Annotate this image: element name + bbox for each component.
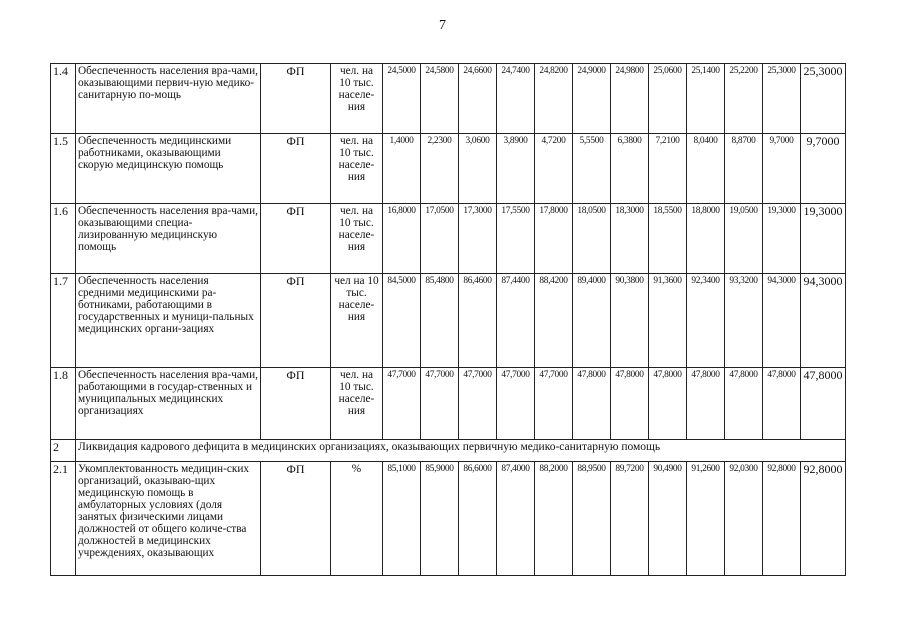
indicator-value: 24,7400	[497, 64, 535, 134]
section-row	[51, 440, 846, 462]
indicator-unit: чел. на 10 тыс. населе-ния	[331, 64, 383, 134]
table-row	[51, 64, 846, 134]
indicator-source: ФП	[261, 462, 331, 576]
row-number: 1.4	[51, 64, 76, 134]
indicator-value: 24,5800	[421, 64, 459, 134]
row-number: 1.7	[51, 274, 76, 368]
indicator-value: 85,4800	[421, 274, 459, 368]
indicator-value: 84,5000	[383, 274, 421, 368]
indicator-value: 93,3200	[725, 274, 763, 368]
indicator-final-value: 92,8000	[801, 462, 846, 576]
indicator-value: 18,8000	[687, 204, 725, 274]
indicator-value: 1,4000	[383, 134, 421, 204]
indicator-value: 85,1000	[383, 462, 421, 576]
table-row	[51, 462, 846, 576]
indicator-value: 47,7000	[383, 368, 421, 440]
indicator-unit: чел. на 10 тыс. населе-ния	[331, 134, 383, 204]
indicator-value: 24,8200	[535, 64, 573, 134]
indicator-value: 24,6600	[459, 64, 497, 134]
indicator-unit: чел. на 10 тыс. населе-ния	[331, 368, 383, 440]
indicator-value: 88,9500	[573, 462, 611, 576]
indicator-value: 17,5500	[497, 204, 535, 274]
indicator-value: 25,2200	[725, 64, 763, 134]
indicator-value: 17,3000	[459, 204, 497, 274]
indicator-value: 47,7000	[497, 368, 535, 440]
indicator-source: ФП	[261, 274, 331, 368]
indicator-value: 88,2000	[535, 462, 573, 576]
indicator-value: 2,2300	[421, 134, 459, 204]
indicator-value: 47,8000	[611, 368, 649, 440]
row-number: 1.8	[51, 368, 76, 440]
indicator-value: 47,7000	[421, 368, 459, 440]
indicator-name: Обеспеченность населения вра-чами, оказывающими первич-ную медико-санитарную по-мощь	[76, 64, 261, 134]
indicator-value: 4,7200	[535, 134, 573, 204]
indicator-name: Обеспеченность медицинскими работниками, оказывающими скорую медицинскую помощь	[76, 134, 261, 204]
table-row	[51, 204, 846, 274]
indicator-value: 17,8000	[535, 204, 573, 274]
indicator-final-value: 19,3000	[801, 204, 846, 274]
indicator-final-value: 47,8000	[801, 368, 846, 440]
indicator-value: 8,8700	[725, 134, 763, 204]
indicator-source: ФП	[261, 368, 331, 440]
indicator-value: 91,2600	[687, 462, 725, 576]
indicator-value: 85,9000	[421, 462, 459, 576]
indicator-value: 89,7200	[611, 462, 649, 576]
indicator-value: 87,4000	[497, 462, 535, 576]
indicator-name: Обеспеченность населения средними медицинскими ра-ботниками, работающими в государственных и муници-пальных медицинских органи-зациях	[76, 274, 261, 368]
indicator-value: 90,3800	[611, 274, 649, 368]
page-number: 7	[439, 18, 446, 33]
indicator-value: 3,0600	[459, 134, 497, 204]
indicator-value: 3,8900	[497, 134, 535, 204]
indicator-name: Обеспеченность населения вра-чами, оказывающими специа-лизированную медицинскую помощь	[76, 204, 261, 274]
indicators-table	[50, 63, 846, 576]
indicator-source: ФП	[261, 64, 331, 134]
indicator-final-value: 94,3000	[801, 274, 846, 368]
indicator-value: 17,0500	[421, 204, 459, 274]
indicator-value: 25,1400	[687, 64, 725, 134]
indicator-unit: чел. на 10 тыс. населе-ния	[331, 204, 383, 274]
indicator-value: 25,3000	[763, 64, 801, 134]
indicator-value: 7,2100	[649, 134, 687, 204]
indicator-value: 18,5500	[649, 204, 687, 274]
table-row	[51, 134, 846, 204]
indicator-value: 24,5000	[383, 64, 421, 134]
indicator-value: 87,4400	[497, 274, 535, 368]
indicator-value: 19,0500	[725, 204, 763, 274]
indicator-value: 92,0300	[725, 462, 763, 576]
indicator-value: 5,5500	[573, 134, 611, 204]
indicator-value: 47,8000	[763, 368, 801, 440]
indicator-value: 9,7000	[763, 134, 801, 204]
indicator-value: 92,8000	[763, 462, 801, 576]
table-row	[51, 274, 846, 368]
indicator-value: 18,3000	[611, 204, 649, 274]
indicator-value: 6,3800	[611, 134, 649, 204]
indicator-value: 90,4900	[649, 462, 687, 576]
indicator-source: ФП	[261, 134, 331, 204]
indicator-value: 47,7000	[535, 368, 573, 440]
indicator-value: 47,8000	[573, 368, 611, 440]
indicator-value: 86,6000	[459, 462, 497, 576]
indicator-value: 24,9800	[611, 64, 649, 134]
indicator-value: 47,8000	[649, 368, 687, 440]
indicator-final-value: 9,7000	[801, 134, 846, 204]
row-number: 1.6	[51, 204, 76, 274]
indicator-unit: %	[331, 462, 383, 576]
indicator-value: 16,8000	[383, 204, 421, 274]
indicator-final-value: 25,3000	[801, 64, 846, 134]
indicator-value: 88,4200	[535, 274, 573, 368]
indicator-value: 89,4000	[573, 274, 611, 368]
table-row	[51, 368, 846, 440]
indicator-value: 47,8000	[687, 368, 725, 440]
indicator-value: 47,7000	[459, 368, 497, 440]
row-number: 1.5	[51, 134, 76, 204]
indicator-value: 24,9000	[573, 64, 611, 134]
indicator-source: ФП	[261, 204, 331, 274]
indicator-value: 47,8000	[725, 368, 763, 440]
indicator-value: 19,3000	[763, 204, 801, 274]
row-number: 2.1	[51, 462, 76, 576]
indicator-value: 8,0400	[687, 134, 725, 204]
indicator-name: Обеспеченность населения вра-чами, работающими в государ-ственных и муниципальных медицинских организациях	[76, 368, 261, 440]
indicator-name: Укомплектованность медицин-ских организаций, оказываю-щих медицинскую помощь в амбулаторных условиях (доля занятых физическими лицами должностей от общего количе-ства должностей в медицинских учреждениях, оказывающих	[76, 462, 261, 576]
indicator-unit: чел на 10 тыс. населе-ния	[331, 274, 383, 368]
indicator-value: 92,3400	[687, 274, 725, 368]
indicator-value: 91,3600	[649, 274, 687, 368]
indicator-value: 86,4600	[459, 274, 497, 368]
row-number: 2	[51, 440, 76, 462]
indicator-value: 94,3000	[763, 274, 801, 368]
indicator-value: 25,0600	[649, 64, 687, 134]
indicator-value: 18,0500	[573, 204, 611, 274]
section-title: Ликвидация кадрового дефицита в медицинских организациях, оказывающих первичную медико-санитарную помощь	[76, 440, 846, 462]
